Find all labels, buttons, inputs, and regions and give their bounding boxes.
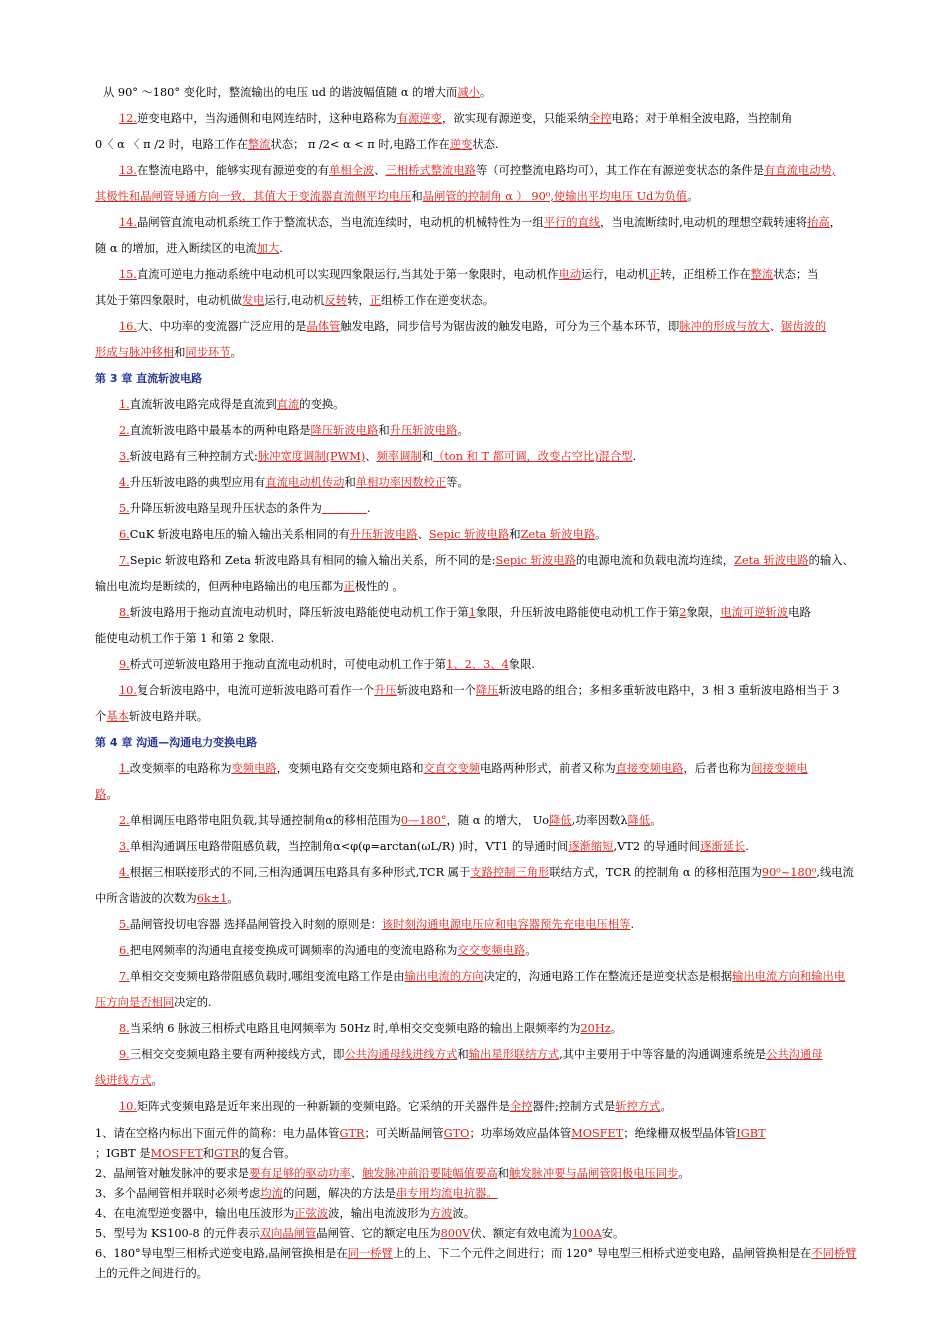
- text: 复合斩波电路中，电流可逆斩波电路可看作一个: [136, 684, 375, 697]
- item-number: 2.: [119, 814, 130, 827]
- answer: 不同桥臂: [811, 1247, 857, 1260]
- answer: GTR: [339, 1127, 365, 1140]
- c4-item-4: [95, 860, 905, 886]
- text: 单相交交变频电路带阻感负载时,哪组变流电路工作是由: [129, 970, 405, 983]
- text: ；可关断晶闸管: [364, 1127, 444, 1140]
- text: 根据三相联接形式的不同,三相沟通调压电路具有多种形式,TCR 属于: [129, 866, 471, 879]
- chapter-3-heading: 第 3 章 直流斩波电路: [95, 372, 203, 385]
- item-number: 10.: [119, 1100, 137, 1113]
- item-number: 1.: [119, 762, 130, 775]
- c4-item-2: [95, 808, 905, 834]
- answer: 单相全波: [329, 164, 375, 177]
- item-14: [95, 210, 905, 236]
- answer: 0—180°: [400, 814, 447, 827]
- text: 改变频率的电路称为: [129, 762, 232, 775]
- text: .: [367, 502, 371, 515]
- item-number: 6.: [119, 528, 130, 541]
- c4-item-6: [95, 938, 905, 964]
- text: 斩波电路用于拖动直流电动机时，降压斩波电路能使电动机工作于第: [129, 606, 469, 619]
- item-number: 15.: [119, 268, 137, 281]
- text: 的复合管。: [239, 1147, 296, 1160]
- text: 的输入、: [808, 554, 854, 567]
- item-number: 7.: [119, 554, 130, 567]
- answer: 均流: [260, 1187, 283, 1200]
- text: 3、多个晶闸管相并联时必须考虑: [95, 1187, 261, 1200]
- text: ，当电流断续时,电动机的理想空载转速将: [600, 216, 808, 229]
- text: 。: [595, 528, 607, 541]
- text: 电路两种形式，前者又称为: [480, 762, 616, 775]
- text: 。: [151, 1074, 163, 1087]
- answer: 三相桥式整流电路: [385, 164, 476, 177]
- text: 和: [411, 190, 423, 203]
- c4-item-9-cont: [95, 1068, 905, 1094]
- text: 组桥工作在逆变状态。: [381, 294, 495, 307]
- text: 。: [650, 814, 662, 827]
- text: 、: [365, 450, 377, 463]
- c4-item-3: [95, 834, 905, 860]
- answer: 频率调制: [376, 450, 422, 463]
- answer: GTO: [443, 1127, 470, 1140]
- text: 、: [374, 164, 386, 177]
- q-5: [95, 1224, 905, 1244]
- answer: 斩控方式: [615, 1100, 661, 1113]
- answer: 升压斩波电路: [389, 424, 458, 437]
- text: 触发电路，同步信号为锯齿波的触发电路，可分为三个基本环节，即: [340, 320, 680, 333]
- item-number: 8.: [119, 606, 130, 619]
- text: 转，正组桥工作在: [660, 268, 751, 281]
- text: 矩阵式变频电路是近年来出现的一种新颖的变频电路。它采纳的开关器件是: [136, 1100, 510, 1113]
- text: 运行，电动机: [581, 268, 649, 281]
- answer: Sepic 斩波电路: [428, 528, 510, 541]
- c3-item-5: [95, 496, 905, 522]
- text: 晶闸管、它的额定电压为: [316, 1227, 441, 1240]
- answer: 发电: [241, 294, 265, 307]
- text: ；IGBT 是: [95, 1147, 151, 1160]
- answer: 90⁰~180⁰: [761, 866, 817, 879]
- text: 。: [457, 424, 469, 437]
- c4-item-8: [95, 1016, 905, 1042]
- answer: 降压斩波电路: [310, 424, 379, 437]
- item-15-cont: [95, 288, 905, 314]
- text: 电路: [788, 606, 811, 619]
- item-number: 9.: [119, 1048, 130, 1061]
- answer: 电流可逆斩波: [720, 606, 789, 619]
- answer: 要有足够的驱动功率: [249, 1167, 351, 1180]
- text: 大、中功率的变流器广泛应用的是: [136, 320, 307, 333]
- text: 输出电流均是断续的，但两种电路输出的电压都为: [95, 580, 344, 593]
- answer: 同一桥臂: [347, 1247, 393, 1260]
- answer: Zeta 斩波电路: [520, 528, 596, 541]
- item-number: 4.: [119, 476, 130, 489]
- answer: 直流电动机传动: [265, 476, 345, 489]
- item-16-cont: [95, 340, 905, 366]
- answer: 加大: [256, 242, 280, 255]
- answer: 降低: [627, 814, 651, 827]
- text: 象限，: [686, 606, 721, 619]
- answer: 反转: [324, 294, 348, 307]
- item-13-cont: [95, 184, 905, 210]
- answer: 正: [369, 294, 382, 307]
- answer: 压方向是否相同: [95, 996, 175, 1009]
- text: 随 α 的增加，进入断续区的电流: [95, 242, 257, 255]
- answer: 100A: [572, 1227, 602, 1240]
- answer: GTR: [214, 1147, 240, 1160]
- text: 把电网频率的沟通电直接变换成可调频率的沟通电的变流电路称为: [129, 944, 458, 957]
- text: 直流斩波电路中最基本的两种电路是: [129, 424, 311, 437]
- text: .: [632, 450, 637, 463]
- answer: 降低: [549, 814, 572, 827]
- text: 斩波电路并联。: [128, 710, 209, 723]
- item-13: [95, 158, 905, 184]
- c4-item-9: [95, 1042, 905, 1068]
- text: 和: [497, 1167, 509, 1180]
- item-number: 16.: [119, 320, 137, 333]
- item-15: [95, 262, 905, 288]
- answer: 其极性和晶闸管导通方向一致，其值大于变流器直流侧平均电压: [95, 190, 412, 203]
- text: 器件;控制方式是: [532, 1100, 616, 1113]
- text: 直流斩波电路完成得是直流到: [129, 398, 277, 411]
- text: 。: [525, 944, 537, 957]
- text: 直流可逆电力拖动系统中电动机可以实现四象限运行,当其处于第一象限时，电动机作: [136, 268, 559, 281]
- text: 上的元件之间进行的。: [95, 1267, 208, 1280]
- text: 状态.: [472, 138, 499, 151]
- text: ,VT2 的导通时间: [613, 840, 701, 853]
- c3-item-6: [95, 522, 905, 548]
- text: 等。: [446, 476, 469, 489]
- answer: 输出星形联结方式: [468, 1048, 560, 1061]
- text: 在整流电路中，能够实现有源逆变的有: [136, 164, 330, 177]
- item-number: 5.: [119, 918, 130, 931]
- text: 。: [106, 788, 118, 801]
- answer: 串专用均流电抗器。: [395, 1187, 498, 1200]
- text: 。: [610, 1022, 622, 1035]
- text: 的变换。: [299, 398, 345, 411]
- c3-item-8: [95, 600, 905, 626]
- answer: 直接变频电路: [615, 762, 684, 775]
- text: 上的上、下二个元件之间进行；而 120° 导电型三相桥式逆变电路，晶闸管换相是在: [392, 1247, 812, 1260]
- answer: 同步环节: [185, 346, 231, 359]
- answer: 双向晶闸管: [259, 1227, 317, 1240]
- text: 从 90° ～180° 变化时，整流输出的电压 ud 的谐波幅值随 α 的增大而: [103, 86, 458, 99]
- answer: 基本: [106, 710, 129, 723]
- item-12-cont: [95, 132, 905, 158]
- answer: 间接变频电: [751, 762, 808, 775]
- item-12: [95, 106, 905, 132]
- answer: 锯齿波的: [780, 320, 827, 333]
- answer: （ton 和 T 都可调，改变占空比)混合型: [433, 450, 633, 463]
- item-number: 13.: [119, 164, 137, 177]
- text: 单相调压电路带电阻负载,其导通控制角α的移相范围为: [129, 814, 401, 827]
- text: 极性的 。: [354, 580, 404, 593]
- text: ，欲实现有源逆变，只能采纳: [442, 112, 589, 125]
- text: 。: [660, 1100, 672, 1113]
- text: 决定的.: [174, 996, 212, 1009]
- text: 逆变电路中，当沟通侧和电网连结时，这种电路称为: [136, 112, 397, 125]
- answer: 输出电流方向和输出电: [732, 970, 846, 983]
- answer: 20Hz: [580, 1022, 611, 1035]
- q-6: [95, 1244, 905, 1264]
- answer: 逆变: [449, 138, 473, 151]
- q-2: [95, 1164, 905, 1184]
- item-number: 3.: [119, 450, 130, 463]
- c4-item-7: [95, 964, 905, 990]
- text: 伏、额定有效电流为: [470, 1227, 572, 1240]
- answer: 触发脉冲前沿要陡幅值要高: [362, 1167, 498, 1180]
- text: 等（可控整流电路均可），其工作在有源逆变状态的条件是: [475, 164, 765, 177]
- item-number: 4.: [119, 866, 130, 879]
- answer: 逐渐缩短: [568, 840, 614, 853]
- text: 个: [95, 710, 107, 723]
- c3-item-8-cont: [95, 626, 905, 652]
- answer: 有直流电动势,: [764, 164, 836, 177]
- text: 。: [678, 1167, 690, 1180]
- answer: 整流: [750, 268, 774, 281]
- text: 、: [417, 528, 429, 541]
- text: 和: [509, 528, 521, 541]
- answer: 2: [679, 606, 687, 619]
- text: CuK 斩波电路电压的输入输出关系相同的有: [129, 528, 350, 541]
- answer: 电动: [558, 268, 582, 281]
- text: 和: [202, 1147, 215, 1160]
- text: 和: [344, 476, 356, 489]
- answer: 升压: [374, 684, 397, 697]
- item-number: 14.: [119, 216, 137, 229]
- text: 5、型号为 KS100-8 的元件表示: [95, 1227, 260, 1240]
- q-4: [95, 1204, 905, 1224]
- answer: 交直交变频: [423, 762, 481, 775]
- answer: 800V: [440, 1227, 471, 1240]
- answer: 正: [343, 580, 355, 593]
- item-14-cont: [95, 236, 905, 262]
- text: 升压斩波电路的典型应用有: [129, 476, 266, 489]
- answer: 6k±1: [196, 892, 228, 905]
- text: 的电源电流和负载电流均连续，: [575, 554, 735, 567]
- answer: 全控: [509, 1100, 533, 1113]
- text: ，: [829, 216, 842, 229]
- answer: 整流: [247, 138, 271, 151]
- item-number: 8.: [119, 1022, 130, 1035]
- item-number: 7.: [119, 970, 130, 983]
- answer: 逐渐延长: [700, 840, 746, 853]
- answer: 1: [468, 606, 476, 619]
- c3-item-10: [95, 678, 905, 704]
- c3-item-3: [95, 444, 905, 470]
- text: 决定的，沟通电路工作在整流还是逆变状态是根据: [483, 970, 733, 983]
- text: .: [745, 840, 749, 853]
- item-number: 2.: [119, 424, 130, 437]
- answer: 有源逆变: [396, 112, 443, 125]
- q-3: [95, 1184, 905, 1204]
- answer: 脉冲宽度调制(PWM): [257, 450, 366, 463]
- answer: 正: [648, 268, 661, 281]
- text: .: [279, 242, 283, 255]
- c3-item-7: [95, 548, 905, 574]
- text: 其处于第四象限时，电动机做: [95, 294, 242, 307]
- item-number: 3.: [119, 840, 130, 853]
- answer: 方波: [429, 1207, 453, 1220]
- answer-blank: [322, 502, 367, 515]
- text: 4、在电流型逆变器中，输出电压波形为: [95, 1207, 295, 1220]
- answer: 单相功率因数校正: [355, 476, 447, 489]
- text: ,其中主要用于中等容量的沟通调速系统是: [559, 1048, 767, 1061]
- answer: 正弦波: [294, 1207, 329, 1220]
- c4-item-1: [95, 756, 905, 782]
- text: 升降压斩波电路呈现升压状态的条件为: [129, 502, 322, 515]
- text: 1、请在空格内标出下面元件的简称：电力晶体管: [95, 1127, 340, 1140]
- text: 转，: [347, 294, 370, 307]
- answer: 减小: [457, 86, 480, 99]
- text: 和: [174, 346, 186, 359]
- text: 、: [350, 1167, 363, 1180]
- text: 安。: [601, 1227, 625, 1240]
- text: 0〈 α 〈 π /2 时，电路工作在: [95, 138, 248, 151]
- text: 三相交交变频电路主要有两种接线方式，即: [129, 1048, 345, 1061]
- text: 的问题，解决的方法是: [282, 1187, 396, 1200]
- answer: 公共沟通母: [766, 1048, 823, 1061]
- answer: Sepic 斩波电路: [495, 554, 576, 567]
- text: 6、180°导电型三相桥式逆变电路,晶闸管换相是在: [95, 1247, 348, 1260]
- text: 。: [230, 346, 242, 359]
- text: 波，输出电流波形为: [328, 1207, 430, 1220]
- text: 、: [769, 320, 781, 333]
- c3-item-2: [95, 418, 905, 444]
- text: .: [630, 918, 635, 931]
- text: 和: [378, 424, 390, 437]
- item-16: [95, 314, 905, 340]
- text: ，变频电路有交交变频电路和: [276, 762, 424, 775]
- text: 。: [479, 86, 492, 99]
- text: ,线电流: [816, 866, 854, 879]
- text: 中所含谐波的次数为: [95, 892, 197, 905]
- text: 象限，升压斩波电路能使电动机工作于第: [475, 606, 680, 619]
- answer: 变频电路: [231, 762, 277, 775]
- item-number: 10.: [119, 684, 137, 697]
- answer: 直流: [276, 398, 300, 411]
- item-number: 5.: [119, 502, 130, 515]
- c3-item-7-cont: [95, 574, 905, 600]
- text: 晶闸管投切电容器 选择晶闸管投入时刻的原则是：: [129, 918, 382, 931]
- text: 2、晶闸管对触发脉冲的要求是: [95, 1167, 250, 1180]
- answer: 抬高: [807, 216, 830, 229]
- answer: MOSFET: [571, 1127, 624, 1140]
- text: 象限.: [508, 658, 535, 671]
- answer: 1、2、3、4: [446, 658, 509, 671]
- text: 电路；对于单相全波电路，当控制角: [611, 112, 793, 125]
- answer: 全控: [588, 112, 612, 125]
- answer: MOSFET: [150, 1147, 203, 1160]
- text: 当采纳 6 脉波三相桥式电路且电网频率为 50Hz 时,单相交交变频电路的输出上限频率约为: [129, 1022, 581, 1035]
- c3-item-9: [95, 652, 905, 678]
- answer: 形成与脉冲移相: [95, 346, 175, 359]
- q-1: [95, 1124, 905, 1144]
- answer: 线进线方式: [95, 1074, 152, 1087]
- item-number: 12.: [119, 112, 137, 125]
- answer: Zeta 斩波电路: [734, 554, 809, 567]
- text: 。: [687, 190, 699, 203]
- answer: 降压: [475, 684, 499, 697]
- text: ,功率因数λ: [571, 814, 628, 827]
- answer: 公共沟通母线进线方式: [344, 1048, 458, 1061]
- document-body: [95, 80, 905, 1284]
- answer: 支路控制三角形: [470, 866, 550, 879]
- text: 状态； π /2< α < π 时,电路工作在: [270, 138, 450, 151]
- text: ；绝缘栅双极型晶体管: [623, 1127, 737, 1140]
- c3-item-1: [95, 392, 905, 418]
- q-6-cont: [95, 1264, 905, 1284]
- answer: 触发脉冲要与晶闸管阳极电压同步: [508, 1167, 679, 1180]
- answer: 交交变频电路: [457, 944, 526, 957]
- text: 状态；当: [773, 268, 819, 281]
- answer: 晶闸管的控制角 α ） 90⁰,使输出平均电压 Ud为负值: [422, 190, 688, 203]
- q-1-cont: [95, 1144, 905, 1164]
- item-number: 1.: [119, 398, 130, 411]
- c4-item-7-cont: [95, 990, 905, 1016]
- answer: 路: [95, 788, 107, 801]
- text: 联结方式，TCR 的控制角 α 的移相范围为: [549, 866, 762, 879]
- c4-item-10: [95, 1094, 905, 1120]
- text: 。: [227, 892, 239, 905]
- c4-item-1-cont: [95, 782, 905, 808]
- text: 斩波电路有三种控制方式:: [129, 450, 258, 463]
- c3-item-4: [95, 470, 905, 496]
- answer: 脉冲的形成与放大: [679, 320, 770, 333]
- answer: 平行的直线: [543, 216, 601, 229]
- c4-item-5: [95, 912, 905, 938]
- text: 运行,电动机: [264, 294, 325, 307]
- text: 和: [457, 1048, 469, 1061]
- text: ；功率场效应晶体管: [469, 1127, 572, 1140]
- answer: 升压斩波电路: [349, 528, 418, 541]
- chapter-4-heading: 第 4 章 沟通—沟通电力变换电路: [95, 736, 258, 749]
- text: 和: [421, 450, 434, 463]
- text: ，随 α 的增大， Uo: [446, 814, 550, 827]
- c3-item-10-cont: [95, 704, 905, 730]
- text: Sepic 斩波电路和 Zeta 斩波电路具有相同的输入输出关系，所不同的是:: [129, 554, 496, 567]
- text: 单相沟通调压电路带阻感负载，当控制角α<φ(φ=arctan(ωL/R) )时，VT1 的导通时间: [129, 840, 569, 853]
- text: 斩波电路的组合；多相多重斩波电路中，3 相 3 重斩波电路相当于 3: [498, 684, 840, 697]
- text: 波。: [452, 1207, 476, 1220]
- text: 桥式可逆斩波电路用于拖动直流电动机时，可使电动机工作于第: [129, 658, 447, 671]
- c4-item-4-cont: [95, 886, 905, 912]
- text: 斩波电路和一个: [396, 684, 476, 697]
- answer: 该时刻沟通电源电压应和电容器预先充电电压相等: [381, 918, 631, 931]
- answer: 晶体管: [306, 320, 341, 333]
- answer: 输出电流的方向: [404, 970, 484, 983]
- item-number: 9.: [119, 658, 130, 671]
- item-number: 6.: [119, 944, 130, 957]
- text: 晶闸管直流电动机系统工作于整流状态，当电流连续时，电动机的机械特性为一组: [136, 216, 544, 229]
- item-11-tail: [95, 80, 905, 106]
- text: 能使电动机工作于第 1 和第 2 象限.: [95, 632, 275, 645]
- text: ，后者也称为: [683, 762, 752, 775]
- answer: IGBT: [736, 1127, 766, 1140]
